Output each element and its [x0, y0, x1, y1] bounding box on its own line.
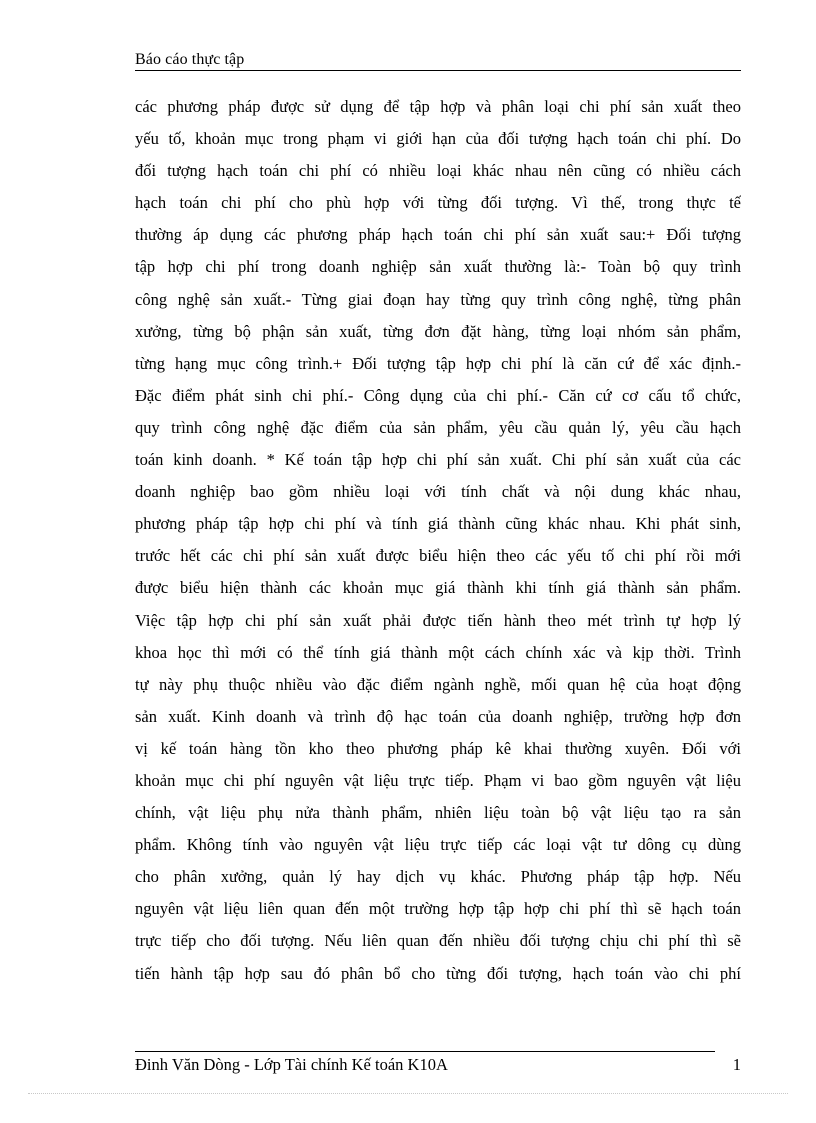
- text-line: các phương pháp được sử dụng để tập hợp và phân loại chi phí sản xuất theo: [135, 97, 741, 116]
- text-line: Việc tập hợp chi phí sản xuất phải được tiến hành theo mét trình tự hợp lý: [135, 610, 741, 630]
- page-number: 1: [732, 1055, 741, 1074]
- text-line: vị kế toán hàng tồn kho theo phương pháp kê khai thường xuyên. Đối với: [135, 738, 741, 758]
- text-line: công nghệ sản xuất.- Từng giai đoạn hay từng quy trình công nghệ, từng phân: [135, 289, 741, 309]
- header-divider: [135, 70, 741, 71]
- text-line: yếu tố, khoản mục trong phạm vi giới hạn của đối tượng hạch toán chi phí. Do: [135, 129, 741, 149]
- text-line: sản xuất. Kinh doanh và trình độ hạc toán của doanh nghiệp, trường hợp đơn: [135, 706, 741, 726]
- text-line: quy trình công nghệ đặc điểm của sản phẩm, yêu cầu quản lý, yêu cầu hạch: [135, 417, 741, 437]
- body-paragraph: [135, 91, 741, 1015]
- text-line: thường áp dụng các phương pháp hạch toán chi phí sản xuất sau:+ Đối tượng: [135, 225, 741, 245]
- page-header-title: Báo cáo thực tập: [135, 51, 245, 68]
- text-line: tự này phụ thuộc nhiều vào đặc điểm ngành nghề, mối quan hệ của hoạt động: [135, 674, 741, 694]
- text-line: toán kinh doanh. * Kế toán tập hợp chi phí sản xuất. Chi phí sản xuất của các: [135, 450, 741, 470]
- text-line: khoa học thì mới có thể tính giá thành một cách chính xác và kịp thời. Trình: [135, 642, 741, 662]
- text-line: doanh nghiệp bao gồm nhiều loại với tính chất và nội dung khác nhau,: [135, 482, 741, 502]
- text-line: hạch toán chi phí cho phù hợp với từng đối tượng. Vì thế, trong thực tế: [135, 193, 741, 213]
- text-line: khoản mục chi phí nguyên vật liệu trực tiếp. Phạm vi bao gồm nguyên vật liệu: [135, 770, 741, 790]
- text-line: tập hợp chi phí trong doanh nghiệp sản xuất thường là:- Toàn bộ quy trình: [135, 257, 741, 277]
- text-line: xưởng, từng bộ phận sản xuất, từng đơn đặt hàng, từng loại nhóm sản phẩm,: [135, 321, 741, 341]
- text-line: Đặc điểm phát sinh chi phí.- Công dụng của chi phí.- Căn cứ cơ cấu tổ chức,: [135, 385, 741, 405]
- footer-author: Đinh Văn Dòng - Lớp Tài chính Kế toán K10A: [135, 1055, 448, 1074]
- footer-divider: [135, 1051, 715, 1052]
- text-line: cho phân xưởng, quản lý hay dịch vụ khác. Phương pháp tập hợp. Nếu: [135, 867, 741, 887]
- text-line: trực tiếp cho đối tượng. Nếu liên quan đến nhiều đối tượng chịu chi phí thì sẽ: [135, 931, 741, 951]
- text-line: phẩm. Không tính vào nguyên vật liệu trực tiếp các loại vật tư dông cụ dùng: [135, 835, 741, 855]
- text-line: đối tượng hạch toán chi phí có nhiều loại khác nhau nên cũng có nhiều cách: [135, 161, 741, 181]
- page-break-divider: [28, 1093, 788, 1094]
- text-line: phương pháp tập hợp chi phí và tính giá thành cũng khác nhau. Khi phát sinh,: [135, 514, 741, 534]
- text-line: tiến hành tập hợp sau đó phân bổ cho từng đối tượng, hạch toán vào chi phí: [135, 963, 741, 983]
- text-line: được biểu hiện thành các khoản mục giá thành khi tính giá thành sản phẩm.: [135, 578, 741, 598]
- text-line: nguyên vật liệu liên quan đến một trường hợp tập hợp chi phí thì sẽ hạch toán: [135, 899, 741, 919]
- text-line: từng hạng mục công trình.+ Đối tượng tập hợp chi phí là căn cứ để xác định.-: [135, 353, 741, 373]
- text-line: trước hết các chi phí sản xuất được biểu hiện theo các yếu tố chi phí rồi mới: [135, 546, 741, 566]
- text-line: chính, vật liệu phụ nửa thành phẩm, nhiên liệu toàn bộ vật liệu tạo ra sản: [135, 803, 741, 823]
